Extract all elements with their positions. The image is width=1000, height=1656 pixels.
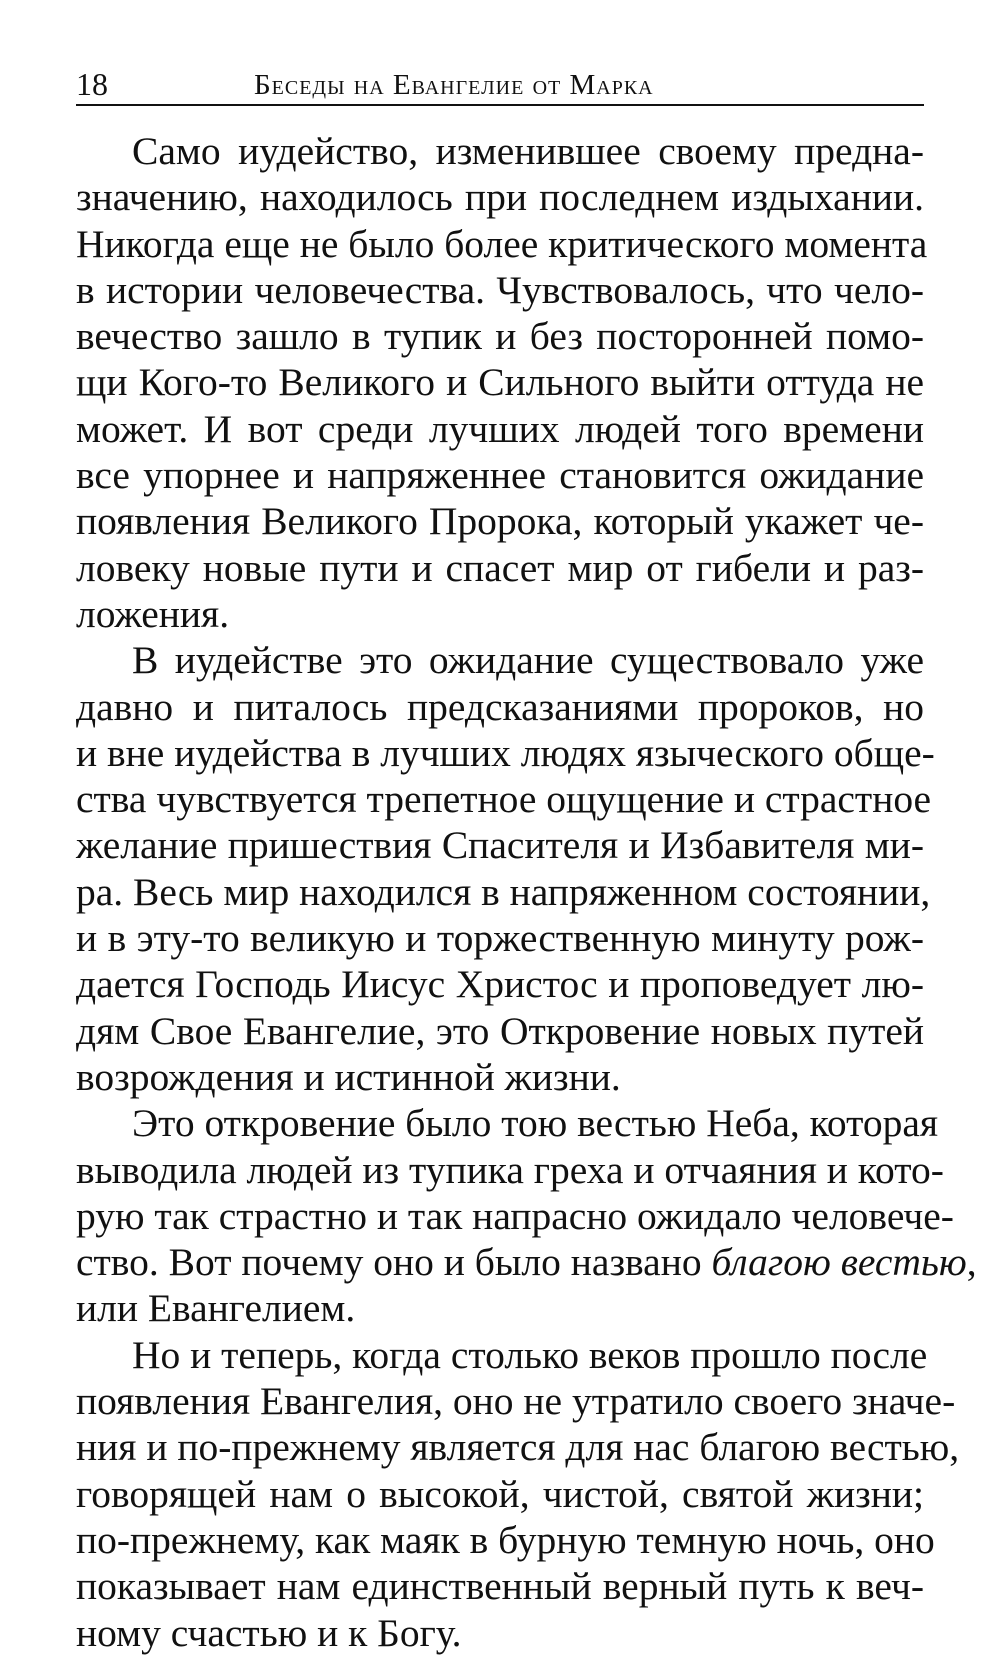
text-line: говорящей нам о высокой, чистой, святой жизни; bbox=[76, 1471, 924, 1516]
paragraph-1 bbox=[76, 128, 928, 637]
text-line: возрождения и истинной жизни. bbox=[76, 1054, 621, 1099]
running-title: Беседы на Евангелие от Марка bbox=[254, 69, 654, 101]
text-line: по-прежнему, как маяк в бурную темную ночь, оно bbox=[76, 1517, 935, 1562]
text-line: или Евангелием. bbox=[76, 1286, 356, 1331]
text-line: показывает нам единственный верный путь к веч- bbox=[76, 1564, 924, 1609]
text-line: ному счастью и к Богу. bbox=[76, 1610, 462, 1655]
text-line: выводила людей из тупика греха и отчаяния и кото- bbox=[76, 1147, 944, 1192]
text-line: в истории человечества. Чувствовалось, что чело- bbox=[76, 267, 924, 312]
text-line: ложения. bbox=[76, 591, 230, 636]
text-line: вечество зашло в тупик и без посторонней помо- bbox=[76, 314, 924, 359]
text-segment: , bbox=[966, 1240, 977, 1285]
text-segment: ство. Вот почему оно и было названо bbox=[76, 1240, 712, 1285]
running-head bbox=[76, 58, 924, 106]
text-line: может. И вот среди лучших людей того времени bbox=[76, 406, 924, 451]
book-page bbox=[76, 58, 977, 1656]
text-line: щи Кого-то Великого и Сильного выйти оттуда не bbox=[76, 360, 924, 405]
italic-phrase: благою вестью bbox=[711, 1240, 967, 1285]
text-line: рую так страстно и так напрасно ожидало человече- bbox=[76, 1193, 954, 1238]
text-line: дям Свое Евангелие, это Откровение новых путей bbox=[76, 1008, 924, 1053]
body-text bbox=[76, 128, 977, 1656]
text-line: ра. Весь мир находился в напряженном состоянии, bbox=[76, 869, 931, 914]
text-line: все упорнее и напряженнее становится ожидание bbox=[76, 453, 924, 498]
text-line: и вне иудейства в лучших людях языческого обще- bbox=[76, 730, 935, 775]
paragraph-4 bbox=[76, 1332, 960, 1656]
text-line: значению, находилось при последнем издыхании. bbox=[76, 175, 924, 220]
text-line: ства чувствуется трепетное ощущение и страстное bbox=[76, 777, 932, 822]
text-line: появления Евангелия, оно не утратило своего значе- bbox=[76, 1379, 956, 1424]
text-line: ловеку новые пути и спасет мир от гибели и раз- bbox=[76, 545, 924, 590]
text-line: Никогда еще не было более критического момента bbox=[76, 221, 928, 266]
page-number: 18 bbox=[76, 66, 108, 102]
text-line: желание пришествия Спасителя и Избавителя ми- bbox=[76, 823, 924, 868]
paragraph-2 bbox=[76, 637, 935, 1100]
text-line: ния и по-прежнему является для нас благою вестью, bbox=[76, 1425, 960, 1470]
paragraph-3 bbox=[76, 1100, 977, 1331]
text-line: появления Великого Пророка, который укажет че- bbox=[76, 499, 924, 544]
text-line: Это откровение было тою вестью Неба, которая bbox=[132, 1101, 939, 1146]
text-line: В иудействе это ожидание существовало уже bbox=[132, 638, 924, 683]
text-line: Само иудейство, изменившее своему предна- bbox=[132, 129, 924, 173]
text-line: дается Господь Иисус Христос и проповедует лю- bbox=[76, 962, 924, 1007]
text-line bbox=[76, 1239, 977, 1285]
text-line: и в эту-то великую и торжественную минуту рож- bbox=[76, 916, 924, 961]
text-line: Но и теперь, когда столько веков прошло после bbox=[132, 1332, 928, 1377]
text-line: давно и питалось предсказаниями пророков, но bbox=[76, 684, 924, 729]
